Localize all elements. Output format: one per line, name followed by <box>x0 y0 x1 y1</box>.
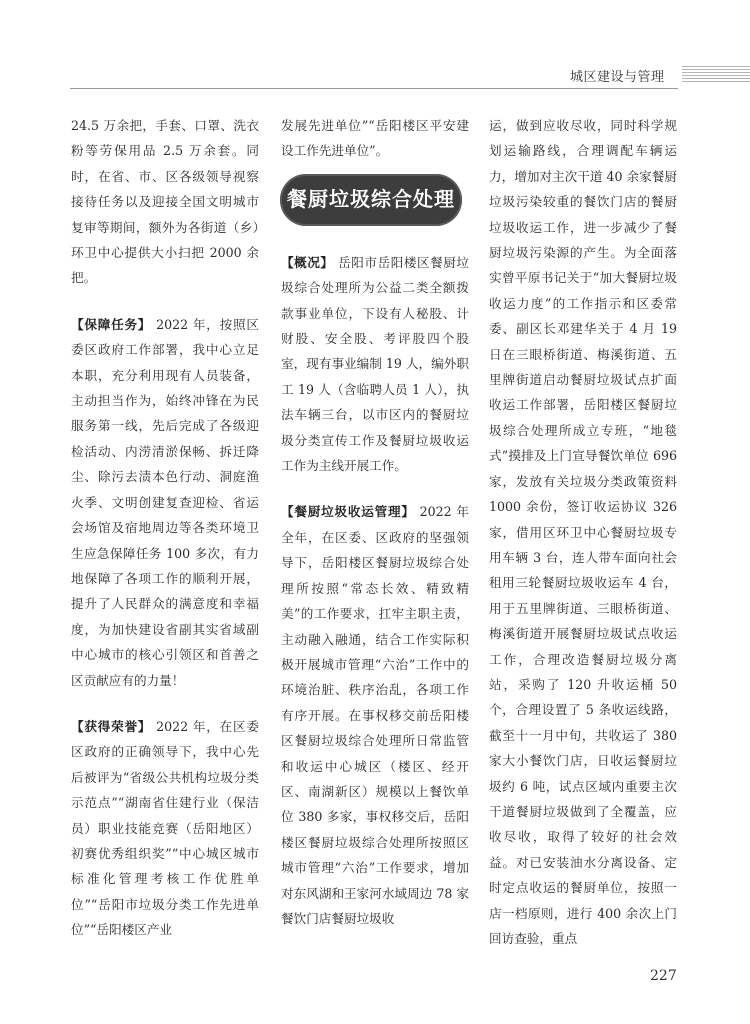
text-column-3 <box>489 113 677 951</box>
running-header-title: 城区建设与管理 <box>570 70 665 85</box>
text-column-2 <box>281 113 469 931</box>
paragraph-text: 发展先进单位”“岳阳楼区平安建设工作先进单位”。 <box>281 118 469 159</box>
paragraph-text: 运，做到应收尽收，同时科学规划运输路线，合理调配车辆运力，增加对主次干道 40 余家餐厨垃圾污染较重的餐饮门店的餐厨垃圾收运工作，进一步减少了餐厨垃圾污染源的产生。为全面落实曾平原书记关于“加大餐厨垃圾收运力度”的工作指示和区委常委、副区长邓建华关于 4 月 19 日在三眼桥街道、梅溪街道、五里牌街道启动餐厨垃圾试点扩面收运工作部署，岳阳楼区餐厨垃圾综合处理所成立专班，“地毯式”摸排及上门宣导餐饮单位 696 家，发放有关垃圾分类政策资料 1000 余份，签订收运协议 326 家，借用区环卫中心餐厨垃圾专用车辆 3 台，连人带车面向社会租用三轮餐厨垃圾收运车 4 台，用于五里牌街道、三眼桥街道、梅溪街道开展餐厨垃圾试点收运工作，合理改造餐厨垃圾分离站，采购了 120 升收运桶 50 个，合理设置了 5 条收运线路，截至十一月中旬，共收运了 380 家大小餐饮门店，日收运餐厨垃圾约 6 吨，试点区域内重要主次干道餐厨垃圾做到了全覆盖，应收尽收，取得了较好的社会效益。对已安装油水分离设备、定时定点收运的餐厨单位，按照一店一档原则，进行 400 余次上门回访查验，重点 <box>489 118 677 946</box>
paragraph-text: 24.5 万余把，手套、口罩、洗衣粉等劳保用品 2.5 万余套。同时，在省、市、区各级领导视察接待任务以及迎接全国文明城市复审等期间，额外为各街道（乡）环卫中心提供大小扫把 2000 余把。 <box>71 118 259 286</box>
section-title: 餐厨垃圾综合处理 <box>287 187 455 212</box>
paragraph-text: 2022 年，按照区委区政府工作部署，我中心立足本职，充分利用现有人员装备，主动担当作为，始终冲锋在为民服务第一线，先后完成了各级迎检活动、内涝清淤保畅、拆迁降尘、除污去渍本色行动、洞庭渔火季、文明创建复查迎检、省运会场馆及宿地周边等各类环境卫生应急保障任务 100 多次，有力地保障了各项工作的顺利开展，提升了人民群众的满意度和幸福度，为加快建设省副其实省域副中心城市的核心引领区和首善之区贡献应有的力量！ <box>71 316 259 688</box>
paragraph <box>489 113 677 951</box>
paragraph <box>281 499 469 931</box>
paragraph <box>71 312 259 693</box>
paragraph <box>71 113 259 291</box>
page-number: 227 <box>650 968 677 984</box>
text-column-1 <box>71 113 259 943</box>
paragraph-heading: 【餐厨垃圾收运管理】 <box>281 504 415 520</box>
header-decoration-lines <box>682 66 750 82</box>
section-title-box <box>280 174 462 226</box>
paragraph-text: 2022 年全年，在区委、区政府的坚强领导下，岳阳楼区餐厨垃圾综合处理所按照“常态长效、精致精美”的工作要求，扛牢主职主责，主动融入融通，结合工作实际积极开展城市管理“六治”工作中的环境治脏、秩序治乱，各项工作有序开展。在事权移交前岳阳楼区餐厨垃圾综合处理所日常监管和收运中心城区（楼区、经开区、南湖新区）规模以上餐饮单位 380 多家，事权移交后，岳阳楼区餐厨垃圾综合处理所按照区城市管理“六治”工作要求，增加对东风湖和王家河水域周边 78 家餐饮门店餐厨垃圾收 <box>281 504 469 926</box>
paragraph <box>281 250 469 479</box>
paragraph <box>281 113 469 164</box>
paragraph <box>71 714 259 943</box>
header-rule <box>70 88 678 89</box>
paragraph-heading: 【获得荣誉】 <box>71 718 152 734</box>
paragraph-heading: 【保障任务】 <box>71 316 152 332</box>
paragraph-text: 2022 年，在区委区政府的正确领导下，我中心先后被评为“省级公共机构垃圾分类示范点”“湖南省住建行业（保洁员）职业技能竞赛（岳阳地区）初赛优秀组织奖”“中心城区城市标准化管理考核工作优胜单位”“岳阳市垃圾分类工作先进单位”“岳阳楼区产业 <box>71 718 259 938</box>
paragraph-heading: 【概况】 <box>281 254 334 270</box>
paragraph-text: 岳阳市岳阳楼区餐厨垃圾综合处理所为公益二类全额拨款事业单位，下设有人秘股、计财股、安全股、考评股四个股室，现有事业编制 19 人，编外职工 19 人（含临聘人员 1 人），执法车辆三台，以市区内的餐厨垃圾分类宣传工作及餐厨垃圾收运工作为主线开展工作。 <box>281 254 470 474</box>
